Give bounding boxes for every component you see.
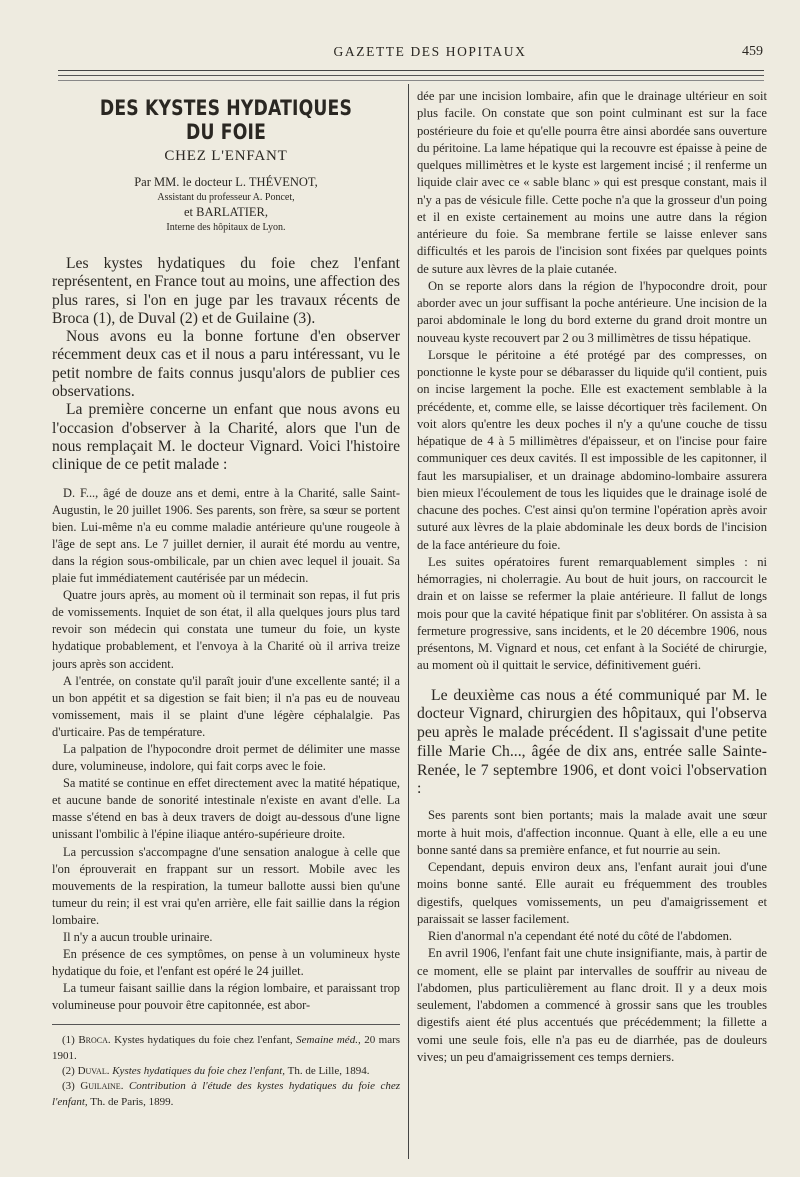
author-title: Assistant du professeur A. Poncet, — [157, 192, 295, 203]
header-rule — [58, 75, 764, 76]
body-paragraph: Les suites opératoires furent remarquablement simples : ni hémorragies, ni cholerragie. Au bout de huit jours, on raccourcit le drain et on laisse se refermer la plaie antérieure. Il fallut de longs mois pour que la cavité hépatique finit par s'oblitérer. On assista à sa fermeture progressive, sans incidents, et le 20 décembre 1906, nous présentons, M. Vignard et nous, cet enfant à la Société de chirurgie, au moment où il quittait le service, définitivement guéri. — [417, 554, 767, 673]
second-case-intro: Le deuxième cas nous a été communiqué par M. le docteur Vignard, chirurgien des hôpitaux, qui l'observa peu après le malade précédent. Il s'agissait d'une petite fille Marie Ch..., âgée de dix ans, entrée salle Sainte-Renée, le 7 septembre 1906, et dont voici l'observation : — [417, 686, 767, 798]
body-paragraph: Lorsque le péritoine a été protégé par des compresses, on ponctionne le kyste pour se débarasser du liquide qu'il contient, puis on incise largement la poche. Elle est exactement semblable à la précédente, et, comme elle, se laisse décortiquer très facilement. On voit alors qu'entre les deux poches il n'y a qu'une couche de tissu hépatique de 4 à 5 millimètres d'épaisseur, et on l'incise pour faire communiquer ces deux cavités. Il est impossible de les capitonner, il faut les marsupialiser, et un drainage abdomino-lombaire assurera bien mieux l'écoulement de tous les liquides que le drainage isolé de chacune des poches. C'est ainsi qu'on termine l'opération après avoir suturé aux lèvres de la plaie abdominale les deux bords de l'incision de la face antérieure du foie. — [417, 347, 767, 552]
coauthor-title: Interne des hôpitaux de Lyon. — [166, 222, 286, 233]
body-paragraph: Ses parents sont bien portants; mais la malade avait une sœur morte à huit mois, d'affection inconnue. Quant à elle, elle a eu une bonne santé dans sa première enfance, et fut nourrie au sein. — [417, 808, 767, 857]
body-paragraph: La palpation de l'hypocondre droit permet de délimiter une masse dure, volumineuse, indolore, qui fait corps avec le foie. — [52, 741, 400, 774]
body-paragraph: La tumeur faisant saillie dans la région lombaire, et paraissant trop volumineuse pour pouvoir être capitonnée, est abor- — [52, 981, 400, 1013]
body-paragraph: Il n'y a aucun trouble urinaire. — [63, 930, 213, 944]
header-rule — [58, 80, 764, 81]
left-column — [52, 88, 400, 1158]
article-subtitle: CHEZ L'ENFANT — [164, 148, 288, 164]
body-paragraph: La percussion s'accompagne d'une sensation analogue à celle que l'on éprouverait en frappant sur un ressort. Mobile avec les mouvements de la respiration, la tumeur ballotte aussi bien qu'une tumeur du rein; il est vrai qu'en arrière, elle fait saillie dans la région lombaire. — [52, 844, 400, 927]
footnote: (2) Duval. Kystes hydatiques du foie chez l'enfant, Th. de Lille, 1894. — [62, 1065, 370, 1078]
column-divider — [408, 84, 409, 1159]
author-line: Par MM. le docteur L. THÉVENOT, — [134, 175, 318, 189]
body-paragraph: dée par une incision lombaire, afin que le drainage ultérieur en soit plus facile. On constate que son point culminant est sur la face postérieure du foie et qu'elle pourra être ainsi abordée sans ouverture du péritoine. La lame hépatique qui la recouvre est épaisse à peine de quelques millimètres et le kyste est largement incisé ; il renferme un liquide clair avec ce « sable blanc » qui est presque constant, mais il n'y a pas de vésicule fille. Cette poche n'a que la grosseur d'un poing et il en existe certainement au moins une autre dans la région antérieure du foie. Sa membrane fertile se laisse enlever sans difficultés et les parois de l'incision sont fixées par quelques points de suture aux lèvres de la plaie cutanée. — [417, 89, 767, 276]
header-rule — [58, 70, 764, 71]
journal-header: GAZETTE DES HOPITAUX — [333, 44, 527, 59]
body-paragraph: Quatre jours après, au moment où il terminait son repas, il fut pris de vomissements. Inquiet de son état, il alla quelques jours plus tard revoir son médecin qui constata une tumeur du foie, un kyste hydatique probablement, et l'envoya à la Charité où il arriva treize jours après son accident. — [52, 588, 400, 671]
body-paragraph: On se reporte alors dans la région de l'hypocondre droit, pour aborder avec un jour suffisant la poche antérieure. Une incision de la paroi abdominale le long du bord externe du grand droit montre un nouveau kyste recouvert par 2 ou 3 millimètres de tissu hépatique. — [417, 278, 767, 345]
intro-paragraph: La première concerne un enfant que nous avons eu l'occasion d'observer à la Charité, alors que l'un de nous remplaçait M. le docteur Vignard. Voici l'histoire clinique de ce petit malade : — [52, 401, 400, 474]
body-paragraph: Sa matité se continue en effet directement avec la matité hépatique, et aucune bande de sonorité intestinale n'existe en avant d'elle. La masse s'étend en bas à deux travers de doigt au-dessous d'une ligne unissant l'ombilic à l'épine iliaque antéro-supérieure droite. — [52, 776, 400, 842]
body-paragraph: Cependant, depuis environ deux ans, l'enfant aurait joui d'une moins bonne santé. Elle aurait eu fréquemment des troubles digestifs, quelques vomissements, un peu d'amaigrissement et paraissait se lasser facilement. — [417, 860, 767, 926]
right-column — [417, 88, 767, 1158]
body-paragraph: D. F..., âgé de douze ans et demi, entre à la Charité, salle Saint-Augustin, le 20 juillet 1906. Ses parents, son frère, sa sœur se portent bien. Lui-même n'a eu comme maladie antérieure qu'une rougeole à l'âge de sept ans. Le 7 juillet dernier, il aurait été mordu au ventre, dans la région sous-ombilicale, par un chien avec lequel il jouait. Sa plaie fut immédiatement cautérisée par un médecin. — [52, 485, 400, 586]
article-title: DES KYSTES HYDATIQUES DU FOIE — [99, 96, 353, 144]
operation-block — [417, 88, 767, 675]
footnote: (3) Guilaine. Contribution à l'étude des kystes hydatiques du foie chez l'enfant, Th. de Paris, 1899. — [52, 1080, 400, 1108]
intro-paragraph: Les kystes hydatiques du foie chez l'enfant représentent, en France tout au moins, une affection des plus rares, si l'on en juge par les travaux récents de Broca (1), de Duval (2) et de Guilaine (3). — [52, 255, 400, 327]
footnote-rule — [52, 1024, 400, 1025]
body-paragraph: En présence de ces symptômes, on pense à un volumineux hyste hydatique du foie, et l'enfant est opéré le 24 juillet. — [52, 947, 400, 979]
body-paragraph: En avril 1906, l'enfant fait une chute insignifiante, mais, à partir de ce moment, elle se plaint par intervalles de souffrir au niveau de l'abdomen, plus particulièrement au flanc droit. Il y a deux mois seulement, l'abdomen a commencé à grossir sans que les troubles digestifs aient été plus accentués que précédemment; la fillette a vomi une seule fois, elle n'a pas eu de diarrhée, pas de douleurs vives; un peu d'amaigrissement ces temps derniers. — [417, 946, 767, 1064]
second-observation-block — [417, 807, 767, 1066]
footnotes — [52, 1033, 400, 1109]
coauthor-line: et BARLATIER, — [183, 205, 269, 219]
footnote: (1) Broca. Kystes hydatiques du foie chez l'enfant, Semaine méd., 20 mars 1901. — [52, 1034, 400, 1062]
page-number: 459 — [742, 44, 763, 59]
body-paragraph: Rien d'anormal n'a cependant été noté du côté de l'abdomen. — [428, 929, 733, 944]
observation-block — [52, 485, 400, 1015]
intro-paragraph: Nous avons eu la bonne fortune d'en observer récemment deux cas et il nous a paru intéressant, vu le petit nombre de faits connus jusqu'alors de publier ces observations. — [52, 328, 400, 401]
body-paragraph: A l'entrée, on constate qu'il paraît jouir d'une excellente santé; il a un bon appétit et sa digestion se fait bien; il n'a pas eu de nouveau vomissement, mais il se plaint d'une légère céphalalgie. Pas d'urticaire. Pas de température. — [52, 673, 400, 739]
intro-block — [52, 255, 400, 475]
